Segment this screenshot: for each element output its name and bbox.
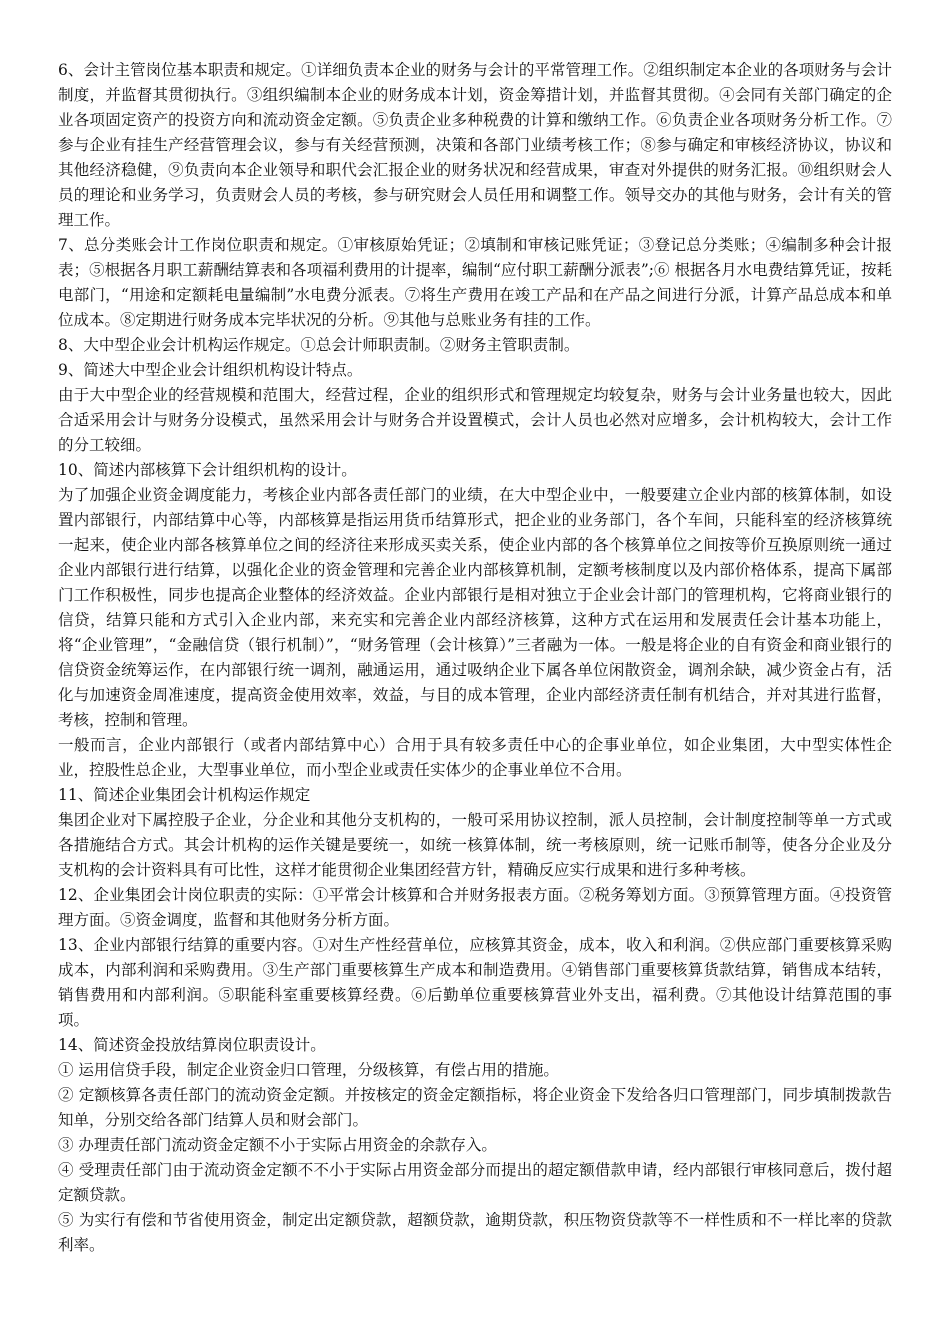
- list-item-14-1: ① 运用信贷手段，制定企业资金归口管理，分级核算，有偿占用的措施。: [58, 1061, 559, 1079]
- paragraph-item-11-heading: 11、简述企业集团会计机构运作规定: [58, 786, 311, 804]
- paragraph-item-9-heading: 9、简述大中型企业会计组织机构设计特点。: [58, 361, 363, 379]
- paragraph-item-6-accounting-supervisor: 6、会计主管岗位基本职责和规定。①详细负责本企业的财务与会计的平常管理工作。②组织制定本企业的各项财务与会计制度，并监督其贯彻执行。③组织编制本企业的财务成本计划，资金筹措计划，并监督其贯彻。④会同有关部门确定的企业各项固定资产的投资方向和流动资金定额。⑤负责企业多种税费的计算和缴纳工作。⑥负责企业各项财务分析工作。⑦参与企业有挂生产经营管理会议，参与有关经营预测，决策和各部门业绩考核工作；⑧参与确定和审核经济协议，协议和其他经济稳健，⑨负责向本企业领导和职代会汇报企业的财务状况和经营成果，审查对外提供的财务汇报。⑩组织财会人员的理论和业务学习，负责财会人员的考核，参与研究财会人员任用和调整工作。领导交办的其他与财务，会计有关的管理工作。: [58, 61, 892, 229]
- paragraph-item-12-group-duties: 12、企业集团会计岗位职责的实际：①平常会计核算和合并财务报表方面。②税务筹划方面。③预算管理方面。④投资管理方面。⑤资金调度，监督和其他财务分析方面。: [58, 886, 892, 929]
- list-item-14-3: ③ 办理责任部门流动资金定额不小于实际占用资金的余款存入。: [58, 1136, 497, 1154]
- paragraph-item-10-note: 一般而言，企业内部银行（或者内部结算中心）合用于具有较多责任中心的企事业单位，如企业集团，大中型实体性企业，控股性总企业，大型事业单位，而小型企业或责任实体少的企事业单位不合用。: [58, 736, 892, 779]
- paragraph-item-8-accounting-organization: 8、大中型企业会计机构运作规定。①总会计师职责制。②财务主管职责制。: [58, 336, 580, 354]
- paragraph-item-10-body: 为了加强企业资金调度能力，考核企业内部各责任部门的业绩，在大中型企业中，一般要建立企业内部的核算体制，如设置内部银行，内部结算中心等，内部核算是指运用货币结算形式，把企业的业务部门，各个车间，只能科室的经济核算统一起来，使企业内部各核算单位之间的经济往来形成买卖关系，使企业内部的各个核算单位之间按等价互换原则统一通过企业内部银行进行结算，以强化企业的资金管理和完善企业内部核算机制，定额考核制度以及内部价格体系，提高下属部门工作积极性，同步也提高企业整体的经济效益。企业内部银行是相对独立于企业会计部门的管理机构，它将商业银行的信贷，结算只能和方式引入企业内部，来充实和完善企业内部经济核算，这种方式在运用和发展责任会计基本功能上，将“企业管理”，“金融信贷（银行机制）”，“财务管理（会计核算）”三者融为一体。一般是将企业的自有资金和商业银行的信贷资金统筹运作，在内部银行统一调剂，融通运用，通过吸纳企业下属各单位闲散资金，调剂余缺，减少资金占有，活化与加速资金周准速度，提高资金使用效率，效益，与目的成本管理，企业内部经济责任制有机结合，并对其进行监督，考核，控制和管理。: [58, 486, 892, 729]
- paragraph-item-10-heading: 10、简述内部核算下会计组织机构的设计。: [58, 461, 357, 479]
- paragraph-item-9-body: 由于大中型企业的经营规模和范围大，经营过程，企业的组织形式和管理规定均较复杂，财务与会计业务量也较大，因此合适采用会计与财务分设模式，虽然采用会计与财务合并设置模式，会计人员也必然对应增多，会计机构较大，会计工作的分工较细。: [58, 386, 892, 454]
- list-item-14-5: ⑤ 为实行有偿和节省使用资金，制定出定额贷款，超额贷款，逾期贷款，积压物资贷款等不一样性质和不一样比率的贷款利率。: [58, 1211, 892, 1254]
- paragraph-item-13-internal-bank: 13、企业内部银行结算的重要内容。①对生产性经营单位，应核算其资金，成本，收入和利润。②供应部门重要核算采购成本，内部利润和采购费用。③生产部门重要核算生产成本和制造费用。④销售部门重要核算货款结算，销售成本结转，销售费用和内部利润。⑤职能科室重要核算经费。⑥后勤单位重要核算营业外支出，福利费。⑦其他设计结算范围的事项。: [58, 936, 892, 1029]
- list-item-14-2: ② 定额核算各责任部门的流动资金定额。并按核定的资金定额指标，将企业资金下发给各归口管理部门，同步填制拨款告知单，分别交给各部门结算人员和财会部门。: [58, 1086, 892, 1129]
- list-item-14-4: ④ 受理责任部门由于流动资金定额不不小于实际占用资金部分而提出的超定额借款申请，经内部银行审核同意后，拨付超定额贷款。: [58, 1161, 892, 1204]
- paragraph-item-14-heading: 14、简述资金投放结算岗位职责设计。: [58, 1036, 326, 1054]
- paragraph-item-11-body: 集团企业对下属控股子企业，分企业和其他分支机构的，一般可采用协议控制，派人员控制，会计制度控制等单一方式或各措施结合方式。其会计机构的运作关键是要统一，如统一核算体制，统一考核原则，统一记账币制等，使各分企业及分支机构的会计资料具有可比性，这样才能贯彻企业集团经营方针，精确反应实行成果和进行多种考核。: [58, 811, 892, 879]
- paragraph-item-7-general-ledger: 7、总分类账会计工作岗位职责和规定。①审核原始凭证；②填制和审核记账凭证；③登记总分类账；④编制多种会计报表；⑤根据各月职工薪酬结算表和各项福利费用的计提率，编制“应付职工薪酬分派表”;⑥ 根据各月水电费结算凭证，按耗电部门，“用途和定额耗电量编制”水电费分派表。⑦将生产费用在竣工产品和在产品之间进行分派，计算产品总成本和单位成本。⑧定期进行财务成本完毕状况的分析。⑨其他与总账业务有挂的工作。: [58, 236, 892, 329]
